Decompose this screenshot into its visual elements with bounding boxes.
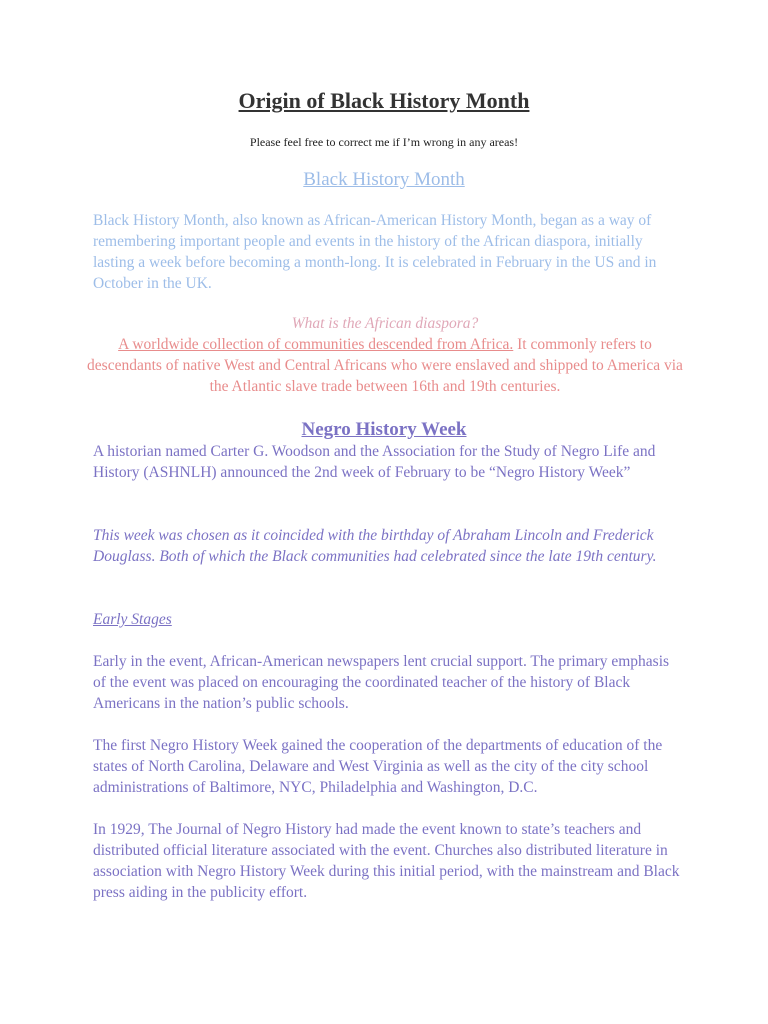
diaspora-question: What is the African diaspora? — [291, 315, 479, 332]
heading-black-history-month: Black History Month — [303, 169, 465, 190]
subheading-early-stages: Early Stages — [93, 611, 172, 628]
diaspora-block — [80, 313, 690, 397]
paragraph-early-stages-3: In 1929, The Journal of Negro History had made the event known to state’s teachers and distributed official literature associated with the event. Churches also distributed literature in association with Negro History Week during this initial period, with the mainstream and Black press aiding in the publicity effort. — [93, 821, 680, 901]
page-title: Origin of Black History Month — [238, 88, 530, 113]
paragraph-early-stages-1: Early in the event, African-American newspapers lent crucial support. The primary emphasis of the event was placed on encouraging the coordinated teacher of the history of Black Americans in the nation’s public schools. — [93, 653, 670, 712]
paragraph-nhw-intro: A historian named Carter G. Woodson and the Association for the Study of Negro Life and History (ASHNLH) announced the 2nd week of February to be “Negro History Week” — [93, 443, 656, 481]
page-subtitle: Please feel free to correct me if I’m wrong in any areas! — [249, 135, 519, 149]
paragraph-nhw-italic-note: This week was chosen as it coincided with the birthday of Abraham Lincoln and Frederick Douglass. Both of which the Black communities had celebrated since the late 19th century. — [93, 527, 657, 565]
diaspora-definition-underlined: A worldwide collection of communities descended from Africa. — [118, 336, 514, 353]
heading-negro-history-week: Negro History Week — [301, 419, 467, 440]
paragraph-black-history-month: Black History Month, also known as African-American History Month, began as a way of remembering important people and events in the history of the African diaspora, initially lasting a week before becoming a month-long. It is celebrated in February in the US and in October in the UK. — [93, 212, 657, 292]
paragraph-early-stages-2: The first Negro History Week gained the cooperation of the departments of education of the states of North Carolina, Delaware and West Virginia as well as the city of the city school administrations of Baltimore, NYC, Philadelphia and Washington, D.C. — [93, 737, 663, 796]
diaspora-definition-rest: It commonly refers to descendants of native West and Central Africans who were enslaved and shipped to America via the Atlantic slave trade between 16th and 19th centuries. — [87, 336, 683, 395]
